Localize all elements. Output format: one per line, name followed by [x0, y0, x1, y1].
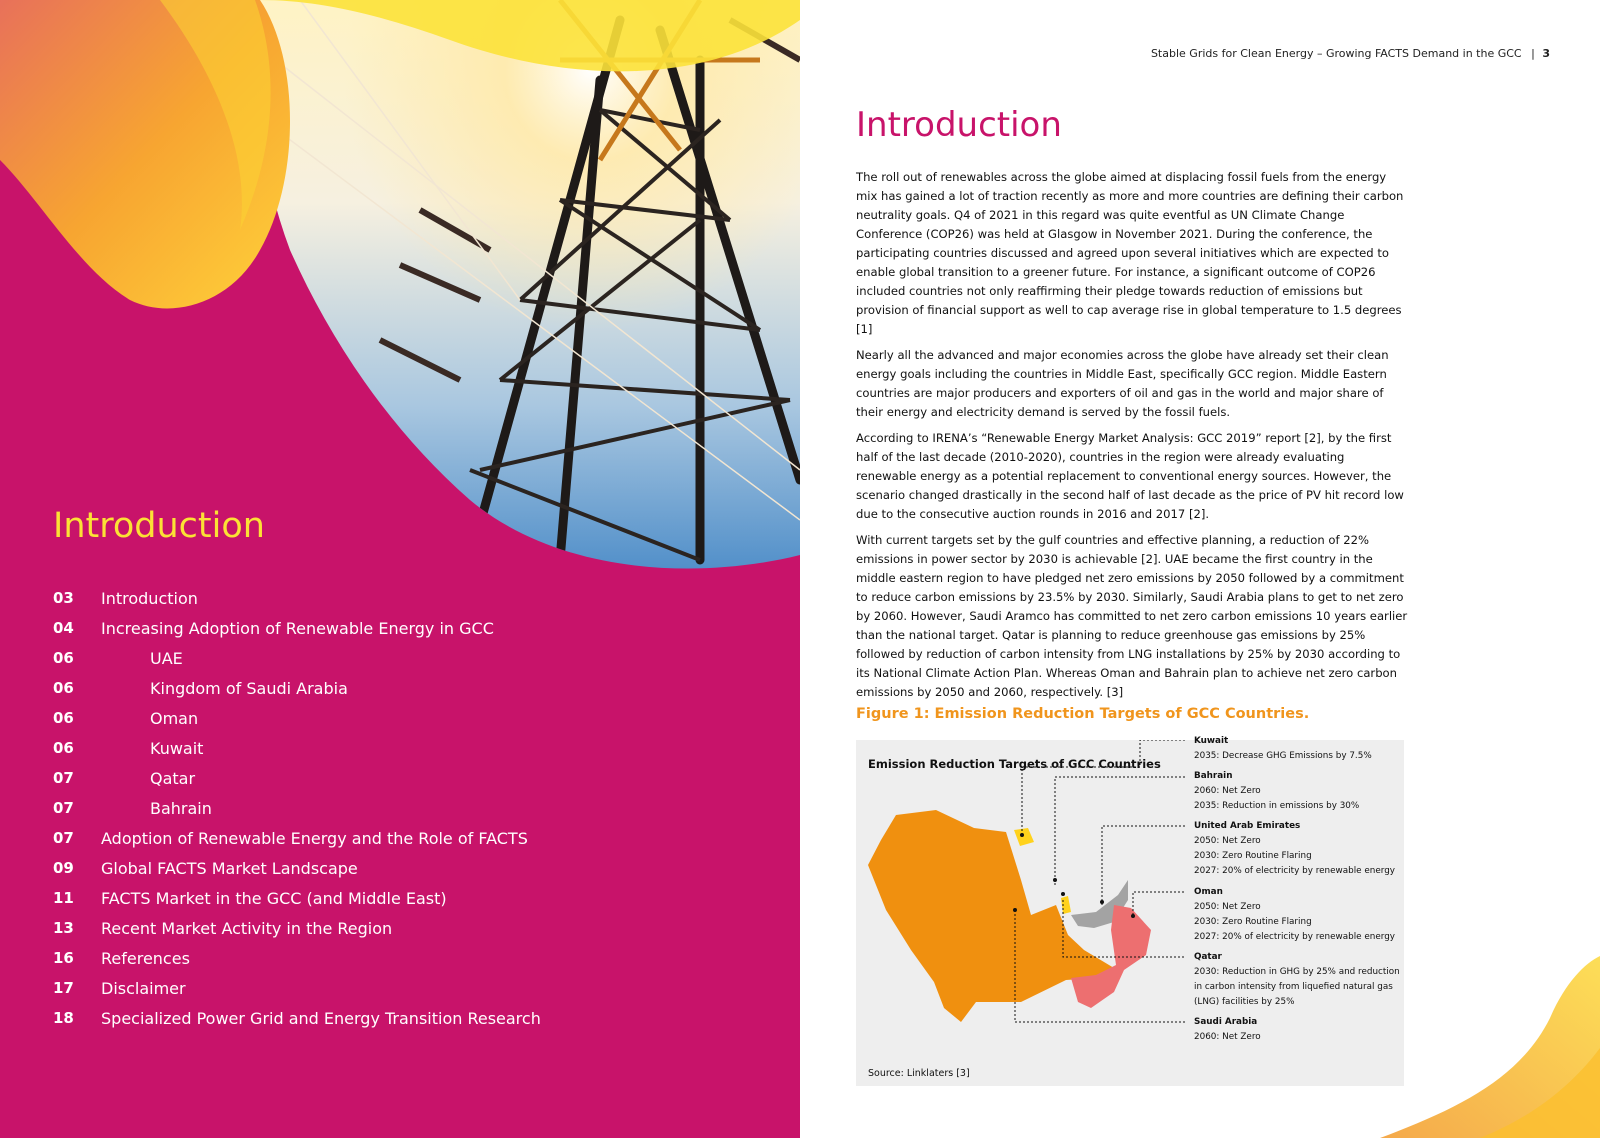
toc-page-number: 07	[53, 829, 74, 847]
running-head	[1151, 47, 1550, 60]
toc-item[interactable]	[53, 763, 773, 793]
annotation-uae	[1194, 819, 1395, 879]
country-name: Kuwait	[1194, 736, 1229, 746]
toc-item[interactable]	[53, 973, 773, 1003]
target-line: 2035: Decrease GHG Emissions by 7.5%	[1194, 751, 1372, 761]
toc-page-number: 06	[53, 709, 74, 727]
toc-page-number: 16	[53, 949, 74, 967]
toc-label: Bahrain	[150, 798, 212, 818]
toc-item[interactable]	[53, 613, 773, 643]
toc-item[interactable]	[53, 643, 773, 673]
toc-label: Specialized Power Grid and Energy Transition Research	[101, 1008, 541, 1028]
paragraph: The roll out of renewables across the globe aimed at displacing fossil fuels from the energy mix has gained a lot of traction recently as more and more countries are defining their carbon neutrality goals. Q4 of 2021 in this regard was quite eventful as UN Climate Change Conference (COP26) was held at Glasgow in November 2021. During the conference, the participating countries discussed and agreed upon several initiatives which are expected to enable global transition to a greener future. For instance, a significant outcome of COP26 included countries not only reaffirming their pledge towards reduction of emissions but provision of financial support as well to cap average rise in global temperature to 1.5 degrees [1]	[856, 170, 1404, 336]
toc-label: Qatar	[150, 768, 196, 788]
toc-label: Introduction	[101, 588, 198, 608]
toc-label: Oman	[150, 708, 199, 728]
toc-page-number: 03	[53, 589, 74, 607]
toc-item[interactable]	[53, 733, 773, 763]
left-section-title: Introduction	[53, 506, 265, 546]
paragraph: With current targets set by the gulf countries and effective planning, a reduction of 22% emissions in power sector by 2030 is achievable [2]. UAE became the first country in the middle eastern region to have pledged net zero emissions by 2050 followed by a commitment to reduce carbon emissions by 23.5% by 2030. Similarly, Saudi Arabia plans to get to net zero by 2060. However, Saudi Aramco has committed to net zero carbon emissions 10 years earlier than the national target. Qatar is planning to reduce greenhouse gas emissions by 25% followed by reduction of carbon intensity from LNG installations by 25% by 2030 according to its National Climate Action Plan. Whereas Oman and Bahrain plan to achieve net zero carbon emissions by 2050 and 2060, respectively. [3]	[856, 533, 1408, 699]
paragraph: According to IRENA’s “Renewable Energy Market Analysis: GCC 2019” report [2], by the first half of the last decade (2010-2020), countries in the region were already evaluating renewable energy as a potential replacement to conventional energy sources. However, the scenario changed drastically in the second half of last decade as the price of PV hit record low due to the consecutive auction rounds in 2016 and 2017 [2].	[856, 431, 1404, 521]
target-line: 2060: Net Zero	[1194, 786, 1261, 796]
target-line: 2050: Net Zero	[1194, 902, 1261, 912]
toc-item[interactable]	[53, 793, 773, 823]
target-line: 2035: Reduction in emissions by 30%	[1194, 801, 1360, 811]
figure-caption: Figure 1: Emission Reduction Targets of GCC Countries.	[856, 706, 1310, 722]
toc-label: References	[101, 948, 190, 968]
toc-label: Disclaimer	[101, 978, 186, 998]
toc-label: FACTS Market in the GCC (and Middle East)	[101, 888, 447, 908]
toc-page-number: 07	[53, 769, 74, 787]
target-line: 2030: Reduction in GHG by 25% and reduction	[1194, 967, 1400, 977]
target-line: 2060: Net Zero	[1194, 1032, 1261, 1042]
toc-page-number: 06	[53, 649, 74, 667]
toc-label: Increasing Adoption of Renewable Energy in GCC	[101, 618, 494, 638]
target-line: (LNG) facilities by 25%	[1194, 997, 1295, 1007]
country-name: Oman	[1194, 887, 1223, 897]
toc-page-number: 07	[53, 799, 74, 817]
annotation-saudi-arabia	[1194, 1015, 1261, 1045]
page-title: Introduction	[856, 105, 1062, 145]
target-line: 2030: Zero Routine Flaring	[1194, 851, 1312, 861]
toc-label: Kuwait	[150, 738, 204, 758]
running-head-title: Stable Grids for Clean Energy – Growing FACTS Demand in the GCC	[1150, 47, 1522, 60]
annotation-bahrain	[1194, 769, 1359, 814]
page-number: 3	[1542, 47, 1550, 60]
country-name: Bahrain	[1194, 771, 1233, 781]
toc-page-number: 11	[53, 889, 74, 907]
figure-panel	[856, 736, 1404, 1086]
toc-page-number: 13	[53, 919, 74, 937]
toc-item[interactable]	[53, 703, 773, 733]
country-name: Qatar	[1194, 952, 1222, 962]
toc-item[interactable]	[53, 883, 773, 913]
toc-label: UAE	[150, 648, 183, 668]
corner-decoration	[1340, 938, 1600, 1138]
toc-item[interactable]	[53, 853, 773, 883]
toc-item[interactable]	[53, 1003, 773, 1033]
figure-title: Emission Reduction Targets of GCC Countries	[868, 757, 1161, 771]
target-line: in carbon intensity from liquefied natural gas	[1194, 982, 1393, 992]
toc-item[interactable]	[53, 673, 773, 703]
target-line: 2027: 20% of electricity by renewable energy	[1194, 866, 1396, 876]
toc-page-number: 06	[53, 679, 74, 697]
target-line: 2050: Net Zero	[1194, 836, 1261, 846]
figure-source: Source: Linklaters [3]	[868, 1068, 970, 1079]
toc-label: Global FACTS Market Landscape	[101, 858, 358, 878]
target-line: 2027: 20% of electricity by renewable energy	[1194, 932, 1396, 942]
toc-item[interactable]	[53, 913, 773, 943]
country-name: Saudi Arabia	[1194, 1017, 1258, 1027]
target-line: 2030: Zero Routine Flaring	[1194, 917, 1312, 927]
annotation-kuwait	[1194, 734, 1372, 764]
toc-item[interactable]	[53, 943, 773, 973]
kuwait-region	[1014, 828, 1034, 846]
body-text	[856, 168, 1408, 709]
paragraph: Nearly all the advanced and major economies across the globe have already set their clean energy goals including the countries in Middle East, specifically GCC region. Middle Eastern countries are major producers and exporters of oil and gas in the world and major share of their energy and electricity demand is served by the fossil fuels.	[856, 348, 1389, 419]
running-head-separator: |	[1531, 47, 1535, 60]
toc-page-number: 09	[53, 859, 74, 877]
toc-label: Adoption of Renewable Energy and the Role of FACTS	[101, 828, 528, 848]
toc-item[interactable]	[53, 823, 773, 853]
toc-label: Recent Market Activity in the Region	[101, 918, 393, 938]
country-name: United Arab Emirates	[1194, 821, 1301, 831]
annotation-oman	[1194, 885, 1395, 945]
toc-page-number: 17	[53, 979, 74, 997]
toc-page-number: 04	[53, 619, 74, 637]
toc-page-number: 18	[53, 1009, 74, 1027]
toc-page-number: 06	[53, 739, 74, 757]
toc-item[interactable]	[53, 583, 773, 613]
toc-label: Kingdom of Saudi Arabia	[150, 678, 348, 698]
